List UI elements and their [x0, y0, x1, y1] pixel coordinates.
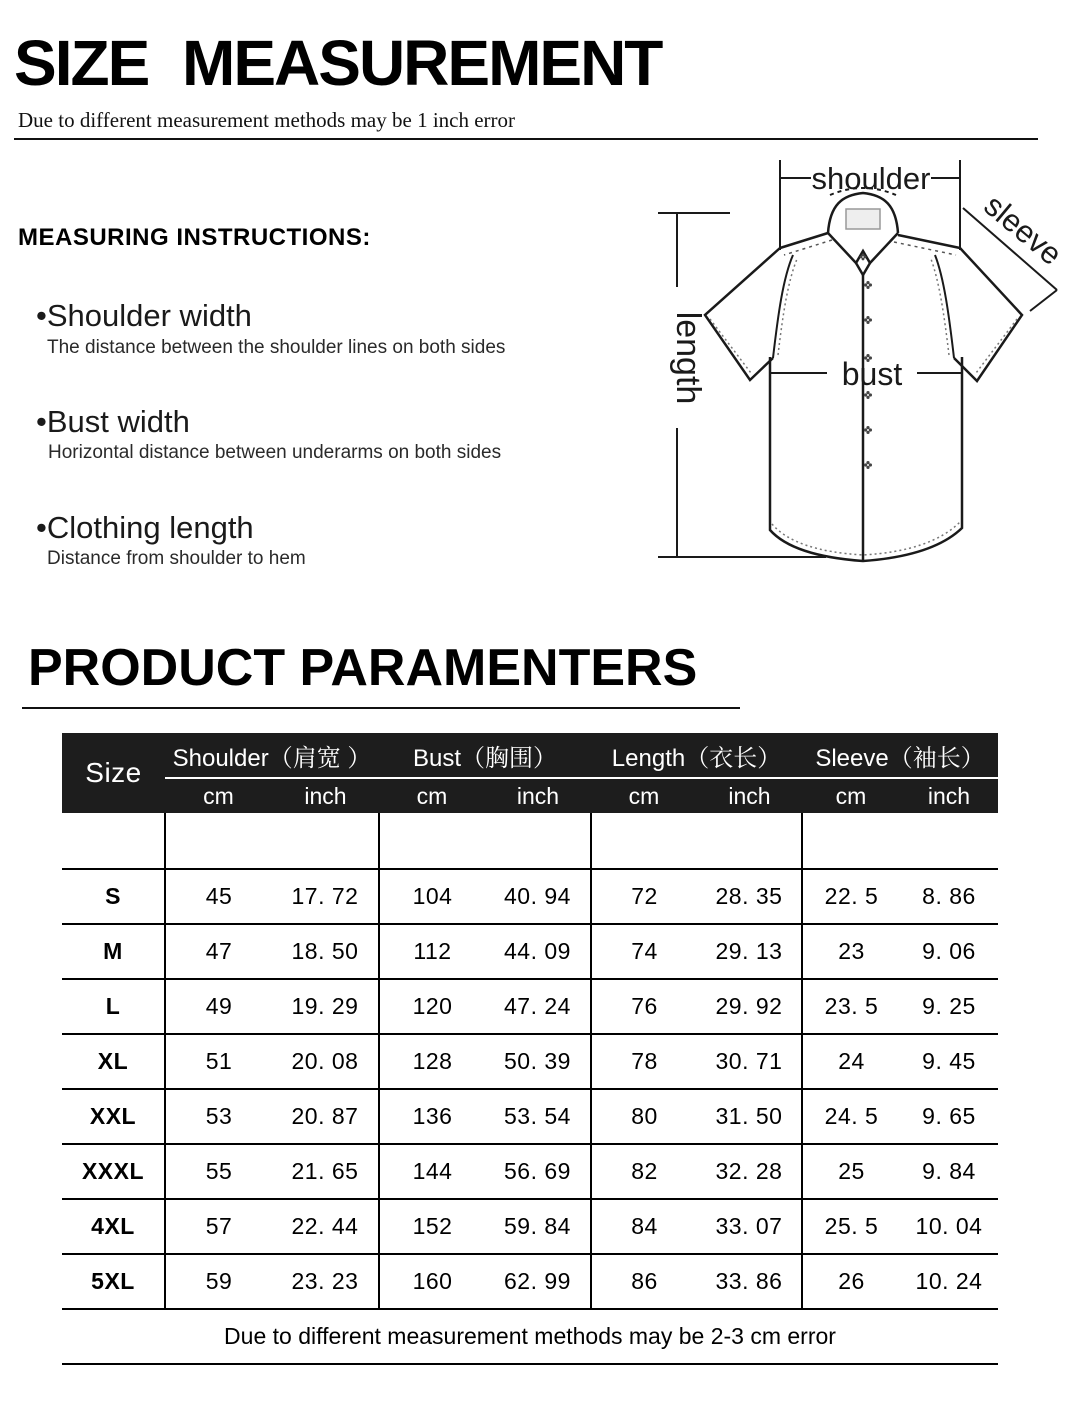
measurement-cell: 44. 09 — [485, 924, 591, 979]
measurement-cell: 25. 5 — [802, 1199, 900, 1254]
unit-cm: cm — [379, 778, 485, 813]
table-row — [62, 869, 998, 924]
header-bust: Bust（胸围） — [379, 733, 591, 778]
instructions-heading: MEASURING INSTRUCTIONS: — [18, 224, 371, 251]
parameters-heading: PRODUCT PARAMENTERS — [28, 639, 698, 697]
measurement-cell: 24. 5 — [802, 1089, 900, 1144]
measurement-cell: 40. 94 — [485, 869, 591, 924]
table-body — [62, 813, 998, 1309]
table-row — [62, 924, 998, 979]
size-cell: 4XL — [62, 1199, 165, 1254]
page-subtitle: Due to different measurement methods may be 1 inch error — [18, 108, 516, 132]
measurement-cell: 59. 84 — [485, 1199, 591, 1254]
instruction-desc-shoulder: The distance between the shoulder lines on both sides — [47, 337, 506, 358]
diagram-label-sleeve: sleeve — [977, 187, 1069, 272]
measurement-cell: 30. 71 — [697, 1034, 802, 1089]
measurement-cell: 26 — [802, 1254, 900, 1309]
table-row — [62, 1144, 998, 1199]
measurement-cell: 9. 65 — [900, 1089, 998, 1144]
measurement-cell: 33. 07 — [697, 1199, 802, 1254]
table-note: Due to different measurement methods may be 2-3 cm error — [62, 1310, 998, 1365]
measurement-cell: 55 — [165, 1144, 272, 1199]
measurement-cell: 10. 24 — [900, 1254, 998, 1309]
measurement-cell: 53 — [165, 1089, 272, 1144]
measurement-cell: 19. 29 — [272, 979, 379, 1034]
measurement-cell: 10. 04 — [900, 1199, 998, 1254]
instruction-term-length: •Clothing length — [36, 510, 254, 545]
measurement-cell: 72 — [591, 869, 697, 924]
instruction-desc-length: Distance from shoulder to hem — [47, 548, 306, 569]
unit-inch: inch — [697, 778, 802, 813]
measurement-cell: 152 — [379, 1199, 485, 1254]
header-sleeve: Sleeve（袖长） — [802, 733, 998, 778]
instruction-desc-bust: Horizontal distance between underarms on both sides — [48, 442, 502, 463]
measurement-cell: 80 — [591, 1089, 697, 1144]
measurement-cell: 18. 50 — [272, 924, 379, 979]
measurement-cell: 9. 84 — [900, 1144, 998, 1199]
measurement-cell: 29. 92 — [697, 979, 802, 1034]
measurement-cell: 128 — [379, 1034, 485, 1089]
measurement-cell: 50. 39 — [485, 1034, 591, 1089]
size-table-zone — [62, 733, 998, 1365]
parameters-divider — [22, 707, 740, 709]
table-row — [62, 1254, 998, 1309]
unit-inch: inch — [272, 778, 379, 813]
diagram-label-shoulder: shoulder — [811, 161, 931, 196]
measurement-cell: 28. 35 — [697, 869, 802, 924]
measurement-cell: 8. 86 — [900, 869, 998, 924]
measurement-cell: 47. 24 — [485, 979, 591, 1034]
measurement-cell: 51 — [165, 1034, 272, 1089]
measurement-cell: 22. 5 — [802, 869, 900, 924]
size-cell: L — [62, 979, 165, 1034]
measurement-cell: 25 — [802, 1144, 900, 1199]
measurement-cell: 78 — [591, 1034, 697, 1089]
measurement-cell: 160 — [379, 1254, 485, 1309]
measurement-cell: 33. 86 — [697, 1254, 802, 1309]
table-row — [62, 979, 998, 1034]
diagram-label-length: length — [669, 311, 707, 405]
measurement-cell: 21. 65 — [272, 1144, 379, 1199]
instruction-term-bust: •Bust width — [36, 404, 190, 439]
measurement-cell: 9. 25 — [900, 979, 998, 1034]
measurement-cell: 104 — [379, 869, 485, 924]
spacer-row — [62, 813, 998, 869]
diagram-label-bust: bust — [841, 356, 903, 392]
size-cell: XXXL — [62, 1144, 165, 1199]
size-cell: XL — [62, 1034, 165, 1089]
measurement-cell: 59 — [165, 1254, 272, 1309]
unit-cm: cm — [802, 778, 900, 813]
header-shoulder: Shoulder（肩宽 ） — [165, 733, 379, 778]
size-cell: M — [62, 924, 165, 979]
measurement-cell: 22. 44 — [272, 1199, 379, 1254]
measurement-cell: 23. 23 — [272, 1254, 379, 1309]
measurement-cell: 24 — [802, 1034, 900, 1089]
measurement-cell: 20. 08 — [272, 1034, 379, 1089]
measurement-cell: 56. 69 — [485, 1144, 591, 1199]
measurement-cell: 82 — [591, 1144, 697, 1199]
unit-cm: cm — [165, 778, 272, 813]
header-size: Size — [62, 733, 165, 813]
measurement-cell: 57 — [165, 1199, 272, 1254]
measurement-cell: 120 — [379, 979, 485, 1034]
size-cell: XXL — [62, 1089, 165, 1144]
table-row — [62, 1089, 998, 1144]
header-length: Length（衣长） — [591, 733, 802, 778]
measurement-cell: 32. 28 — [697, 1144, 802, 1199]
measurement-cell: 9. 06 — [900, 924, 998, 979]
size-cell: S — [62, 869, 165, 924]
measurement-cell: 62. 99 — [485, 1254, 591, 1309]
measurement-cell: 20. 87 — [272, 1089, 379, 1144]
measurement-cell: 29. 13 — [697, 924, 802, 979]
measurement-cell: 23. 5 — [802, 979, 900, 1034]
measurement-cell: 136 — [379, 1089, 485, 1144]
measurement-cell: 9. 45 — [900, 1034, 998, 1089]
measurement-cell: 84 — [591, 1199, 697, 1254]
measurement-cell: 86 — [591, 1254, 697, 1309]
instruction-term-shoulder: •Shoulder width — [36, 298, 252, 333]
unit-inch: inch — [485, 778, 591, 813]
shirt-measurement-diagram — [630, 145, 1072, 600]
measurement-cell: 112 — [379, 924, 485, 979]
measurement-cell: 76 — [591, 979, 697, 1034]
table-row — [62, 1034, 998, 1089]
table-row — [62, 1199, 998, 1254]
measurement-cell: 53. 54 — [485, 1089, 591, 1144]
unit-cm: cm — [591, 778, 697, 813]
measurement-cell: 23 — [802, 924, 900, 979]
measurement-cell: 31. 50 — [697, 1089, 802, 1144]
measurement-cell: 74 — [591, 924, 697, 979]
top-divider — [14, 138, 1038, 140]
measurement-cell: 47 — [165, 924, 272, 979]
table-header — [62, 733, 998, 813]
page-title: SIZE MEASUREMENT — [14, 27, 662, 99]
size-table — [62, 733, 998, 1310]
measurement-cell: 144 — [379, 1144, 485, 1199]
size-cell: 5XL — [62, 1254, 165, 1309]
measurement-cell: 45 — [165, 869, 272, 924]
unit-inch: inch — [900, 778, 998, 813]
measurement-cell: 49 — [165, 979, 272, 1034]
measurement-cell: 17. 72 — [272, 869, 379, 924]
